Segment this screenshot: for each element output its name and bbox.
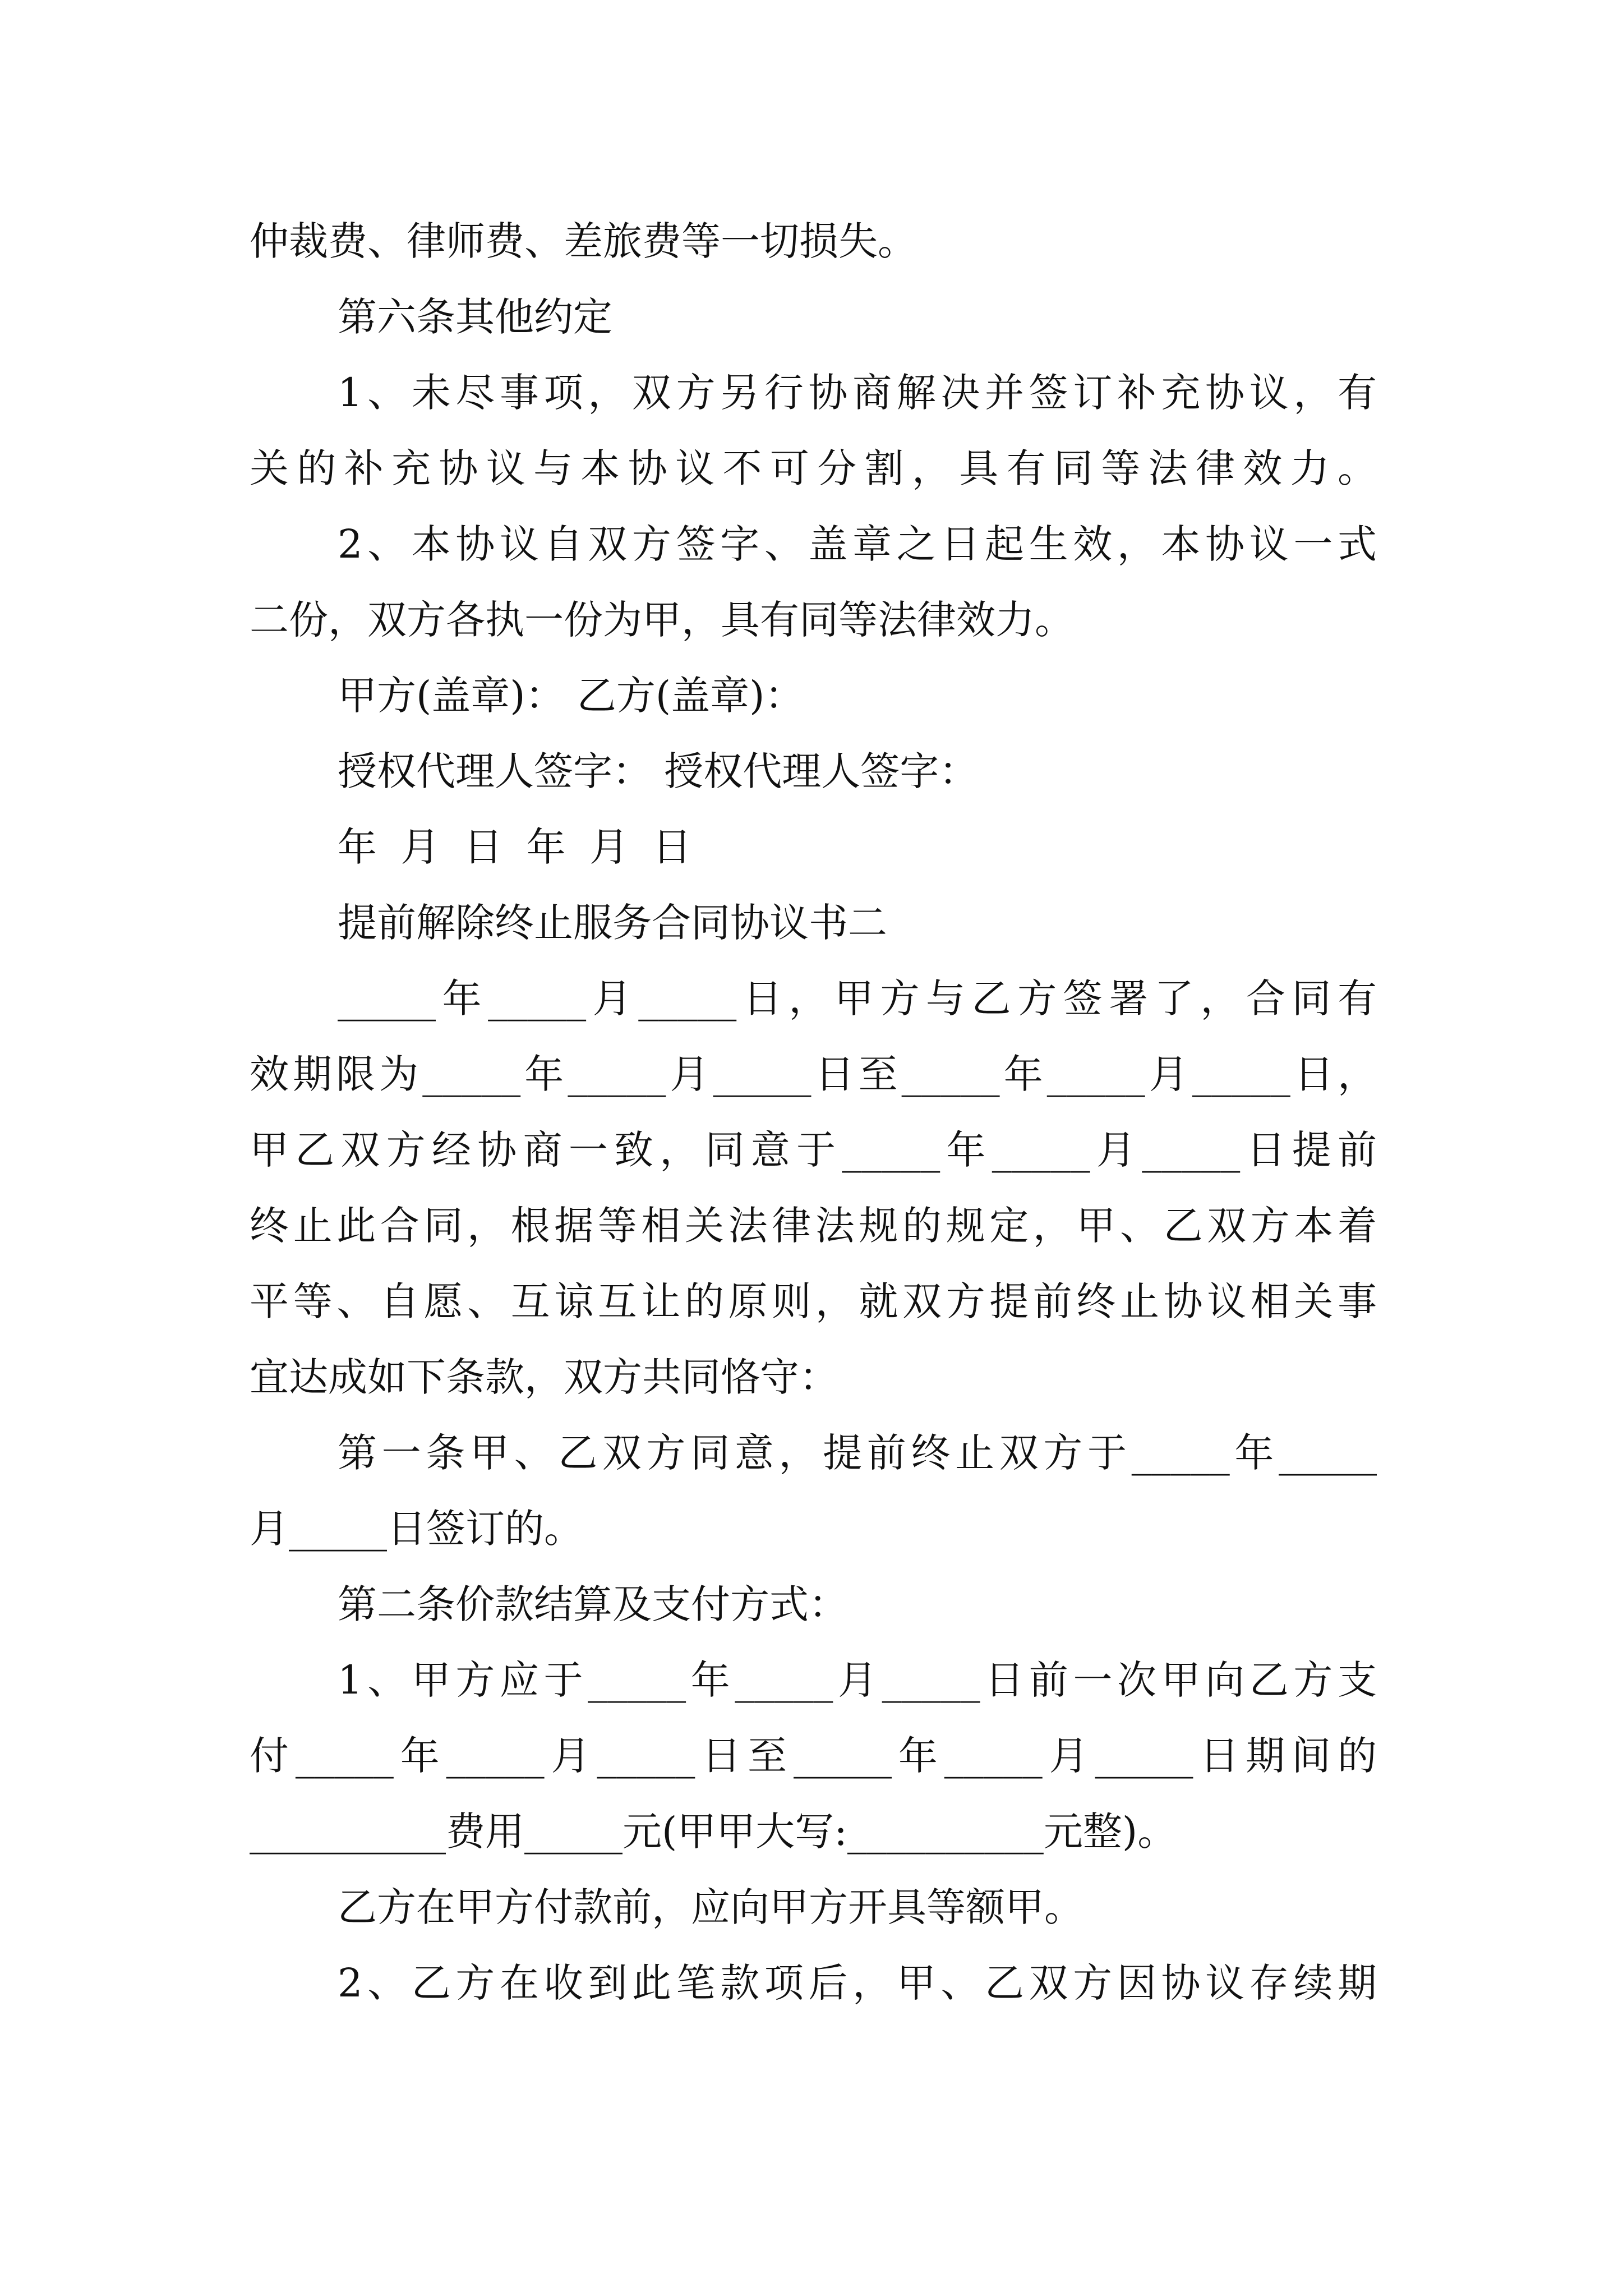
text-line: 终止此合同，根据等相关法律法规的规定，甲、乙双方本着: [250, 1203, 1377, 1249]
text-line: 关的补充协议与本协议不可分割，具有同等法律效力。: [250, 445, 1377, 491]
text-line: 月_____日签订的。: [250, 1506, 583, 1552]
text-line: 效期限为_____年_____月_____日至_____年_____月_____日，: [250, 1051, 1377, 1097]
text-line: 1、甲方应于_____年_____月_____日前一次甲向乙方支: [338, 1657, 1377, 1703]
text-line: 第一条甲、乙双方同意，提前终止双方于_____年_____: [338, 1430, 1377, 1476]
signature-party-line: 甲方(盖章)： 乙方(盖章)：: [338, 673, 804, 719]
text-line: 宜达成如下条款，双方共同恪守：: [250, 1354, 838, 1400]
text-line: __________费用_____元(甲甲大写:__________元整)。: [250, 1809, 1177, 1855]
text-line: _____年_____月_____日，甲方与乙方签署了，合同有: [338, 976, 1377, 1022]
signature-agent-line: 授权代理人签字： 授权代理人签字：: [338, 748, 979, 794]
text-line: 2、本协议自双方签字、盖章之日起生效，本协议一式: [338, 521, 1377, 567]
text-line: 1、未尽事项，双方另行协商解决并签订补充协议，有: [338, 370, 1377, 416]
text-line: 甲乙双方经协商一致，同意于_____年_____月_____日提前: [250, 1127, 1377, 1173]
text-line: 2、乙方在收到此笔款项后，甲、乙双方因协议存续期: [338, 1960, 1377, 2006]
text-line: 付_____年_____月_____日至_____年_____月_____日期间的: [250, 1733, 1377, 1779]
section-heading: 第二条价款结算及支付方式：: [338, 1581, 848, 1627]
section-heading: 第六条其他约定: [338, 294, 612, 340]
document-title: 提前解除终止服务合同协议书二: [338, 900, 887, 946]
signature-date-line: 年 月 日 年 月 日: [338, 824, 698, 870]
text-line: 乙方在甲方付款前，应向甲方开具等额甲。: [338, 1884, 1083, 1930]
text-line: 平等、自愿、互谅互让的原则，就双方提前终止协议相关事: [250, 1278, 1377, 1324]
text-line: 仲裁费、律师费、差旅费等一切损失。: [250, 218, 917, 264]
text-line: 二份，双方各执一份为甲，具有同等法律效力。: [250, 597, 1074, 643]
